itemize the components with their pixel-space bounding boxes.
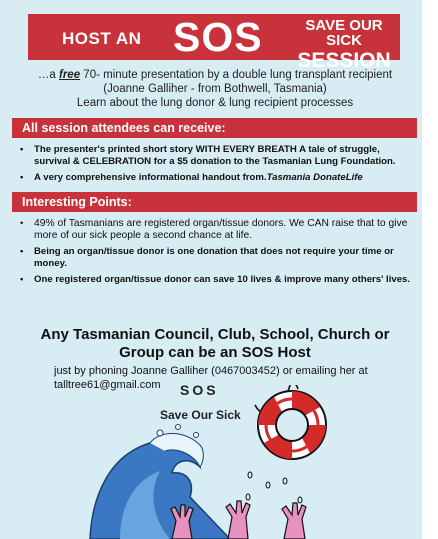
wave-icon: [90, 425, 230, 539]
call-to-action: [0, 326, 430, 362]
contact-email: talltree61@gmail.com: [54, 379, 161, 391]
intro-text: [0, 68, 430, 110]
attendees-list: [12, 144, 417, 188]
life-ring-icon: [258, 391, 326, 459]
cta-line-1: Any Tasmanian Council, Club, School, Church or: [40, 326, 390, 343]
intro-line-1-suffix: 70- minute presentation by a double lung transplant recipient: [80, 69, 393, 81]
points-list: [12, 218, 417, 290]
point-2: Being an organ/tissue donor is one donation that does not require your time or money.: [34, 246, 394, 269]
point-3: One registered organ/tissue donor can save 10 lives & improve many others' lives.: [34, 274, 411, 285]
illustration-save-our-sick: Save Our Sick: [160, 408, 241, 422]
attendees-heading: All session attendees can receive:: [12, 118, 417, 138]
illustration-sos: SOS: [180, 382, 219, 398]
attendees-item-2: A very comprehensive informational handout from.: [34, 172, 267, 183]
intro-prefix: …a: [37, 69, 59, 81]
list-item: [34, 246, 417, 270]
donatelife-name: Tasmania DonateLife: [266, 172, 363, 183]
banner-host-an: HOST AN: [62, 29, 142, 48]
banner-session: SESSION: [297, 49, 391, 72]
title-banner: [28, 14, 400, 72]
banner-sos: SOS: [173, 14, 263, 60]
free-word: free: [59, 69, 81, 81]
cta-line-2: Group can be an SOS Host: [119, 344, 311, 361]
contact-line-1: just by phoning Joanne Galliher (0467003452) or emailing her at: [54, 365, 368, 377]
point-1: 49% of Tasmanians are registered organ/tissue donors. We CAN raise that to give more of our sick people a second chance at life.: [34, 218, 408, 241]
intro-line-2: (Joanne Galliher - from Bothwell, Tasmania): [103, 83, 327, 95]
banner-save-our-sick-session: [288, 18, 400, 71]
points-heading: Interesting Points:: [12, 192, 417, 212]
list-item: [34, 274, 417, 286]
water-drops: [246, 472, 302, 503]
banner-save-our-sick: SAVE OUR SICK: [305, 17, 383, 49]
intro-line-1: [0, 68, 430, 82]
intro-line-3: Learn about the lung donor & lung recipient processes: [76, 97, 354, 109]
list-item: [34, 144, 417, 168]
list-item: [34, 218, 417, 242]
list-item: [34, 172, 417, 184]
attendees-item-1: The presenter's printed short story WITH EVERY BREATH A tale of struggle, survival & CELEBRATION for a $5 donation to the Tasmanian Lung Foundation.: [34, 144, 396, 167]
